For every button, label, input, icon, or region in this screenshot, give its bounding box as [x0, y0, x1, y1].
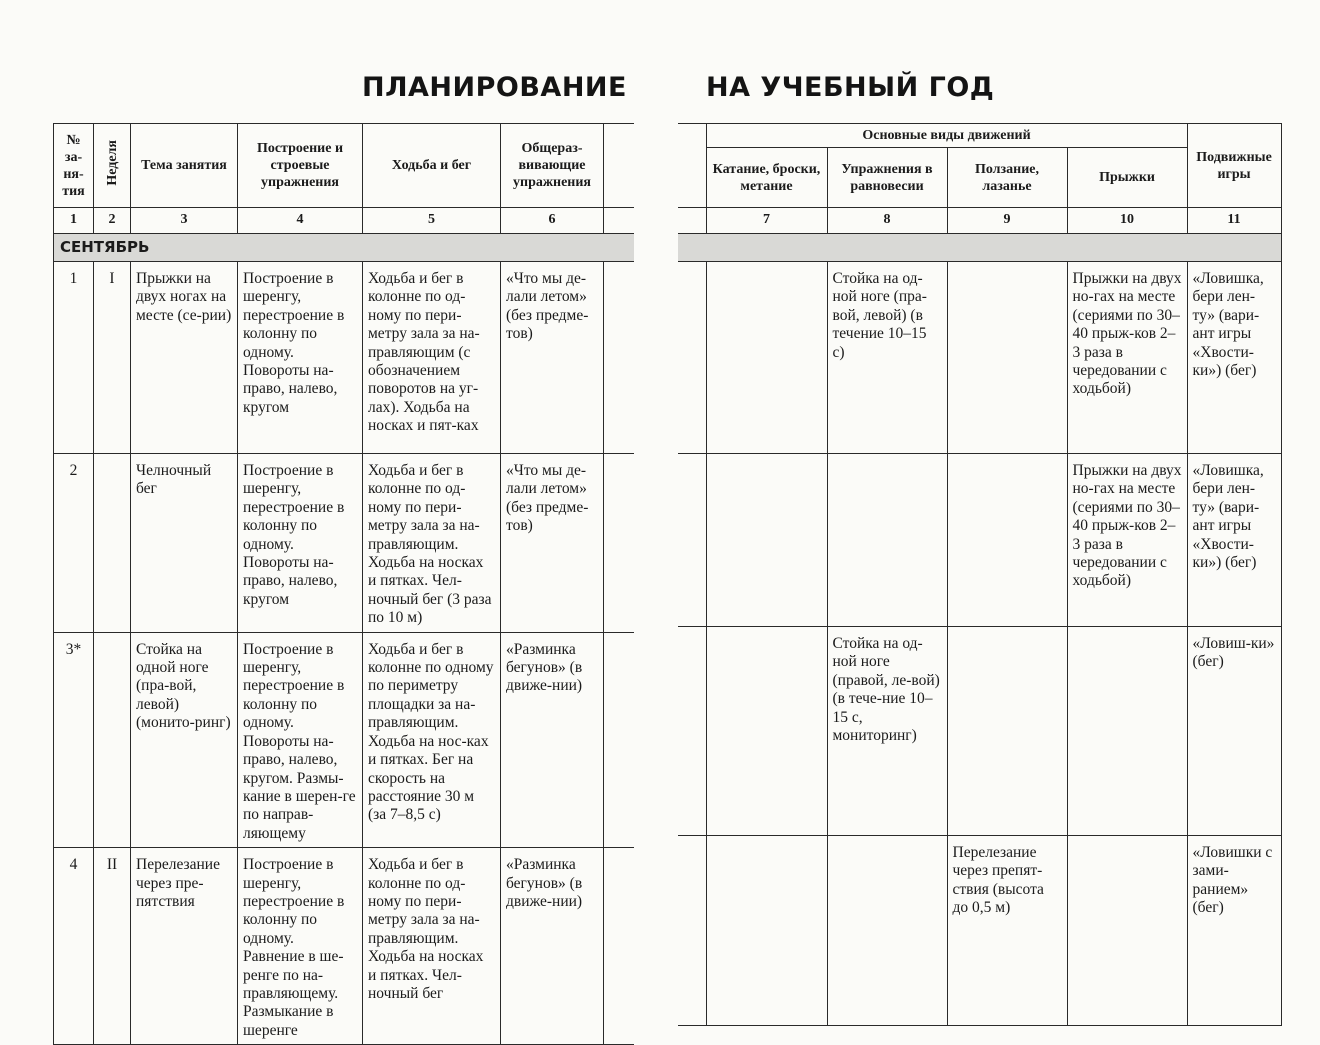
column-number: 6 — [501, 208, 604, 234]
column-number: 8 — [827, 208, 947, 234]
rolling-cell — [706, 262, 827, 454]
crawling-cell — [947, 627, 1067, 836]
column-number: 2 — [94, 208, 131, 234]
spacer-cell — [604, 848, 634, 1045]
header-games: Подвижные игры — [1187, 124, 1281, 208]
header-spacer — [678, 124, 706, 208]
header-general: Общераз-вивающие упражнения — [501, 124, 604, 208]
formation-cell: Построение в шеренгу, перестроение в колонну по одному. Равнение в ше-ренге по на-правляющему. Размыкание в шеренге — [238, 848, 363, 1045]
spacer-cell — [678, 627, 706, 836]
header-main-movements: Основные виды движений — [706, 124, 1187, 148]
month-row — [54, 234, 634, 262]
table-row — [54, 262, 634, 454]
column-spacer — [604, 208, 634, 234]
header-crawling: Ползание, лазанье — [947, 148, 1067, 208]
games-cell: «Ловишка, бери лен-ту» (вари-ант игры «Хвости-ки») (бег) — [1187, 454, 1281, 627]
column-number: 9 — [947, 208, 1067, 234]
table-row — [54, 848, 634, 1045]
rolling-cell — [706, 627, 827, 836]
lesson-topic: Стойка на одной ноге (пра-вой, левой) (монито-ринг) — [131, 632, 238, 847]
header-balance: Упражнения в равновесии — [827, 148, 947, 208]
table-row — [678, 262, 1281, 454]
column-number-row — [54, 208, 634, 234]
month-label: СЕНТЯБРЬ — [54, 234, 634, 262]
column-number: 1 — [54, 208, 94, 234]
table-row — [54, 454, 634, 633]
table-row — [54, 632, 634, 847]
spacer-cell — [678, 454, 706, 627]
header-week — [94, 124, 131, 208]
column-spacer — [678, 208, 706, 234]
rolling-cell — [706, 454, 827, 627]
balance-cell: Стойка на од-ной ноге (правой, ле-вой) (в тече-ние 10–15 с, мониторинг) — [827, 627, 947, 836]
month-band — [678, 234, 1281, 262]
column-number: 7 — [706, 208, 827, 234]
table-row — [678, 454, 1281, 627]
header-group-row — [678, 124, 1281, 148]
header-jumping: Прыжки — [1067, 148, 1187, 208]
games-cell: «Ловиш-ки» (бег) — [1187, 627, 1281, 836]
walking-cell: Ходьба и бег в колонне по од-ному по пери-метру зала за на-правляющим (с обозначением поворотов на уг-лах). Ходьба на носках и пят-ках — [363, 262, 501, 454]
crawling-cell — [947, 454, 1067, 627]
spacer-cell — [604, 262, 634, 454]
header-row — [54, 124, 634, 208]
lesson-topic: Прыжки на двух ногах на месте (се-рии) — [131, 262, 238, 454]
column-number: 11 — [1187, 208, 1281, 234]
general-cell: «Разминка бегунов» (в движе-нии) — [501, 632, 604, 847]
week-number: I — [94, 262, 131, 454]
month-row-continued — [678, 234, 1281, 262]
walking-cell: Ходьба и бег в колонне по од-ному по пери-метру зала за на-правляющим. Ходьба на носках и пятках. Чел-ночный бег (3 раза по 10 м) — [363, 454, 501, 633]
walking-cell: Ходьба и бег в колонне по од-ному по пери-метру зала за на-правляющим. Ходьба на носках и пятках. Чел-ночный бег — [363, 848, 501, 1045]
jumping-cell: Прыжки на двух но-гах на месте (сериями по 30–40 прыж-ков 2–3 раза в чередовании с ходьбой) — [1067, 454, 1187, 627]
column-number: 10 — [1067, 208, 1187, 234]
crawling-cell — [947, 262, 1067, 454]
plan-table-left — [53, 123, 634, 1045]
lesson-number: 2 — [54, 454, 94, 633]
balance-cell — [827, 836, 947, 1026]
formation-cell: Построение в шеренгу, перестроение в колонну по одному. Повороты на-право, налево, кругом — [238, 454, 363, 633]
lesson-number: 1 — [54, 262, 94, 454]
crawling-cell: Перелезание через препят-ствия (высота до 0,5 м) — [947, 836, 1067, 1026]
spacer-cell — [678, 836, 706, 1026]
spacer-cell — [604, 632, 634, 847]
header-topic: Тема занятия — [131, 124, 238, 208]
header-week-label: Неделя — [104, 140, 120, 186]
jumping-cell — [1067, 836, 1187, 1026]
header-formation: Построение и строевые упражнения — [238, 124, 363, 208]
plan-table-right — [678, 123, 1282, 1026]
page-title-right: НА УЧЕБНЫЙ ГОД — [706, 72, 995, 103]
games-cell: «Ловишки с зами-ранием» (бег) — [1187, 836, 1281, 1026]
week-number: II — [94, 848, 131, 1045]
lesson-topic: Челночный бег — [131, 454, 238, 633]
week-number — [94, 632, 131, 847]
spacer-cell — [678, 262, 706, 454]
formation-cell: Построение в шеренгу, перестроение в колонну по одному. Повороты на-право, налево, кругом — [238, 262, 363, 454]
column-number-row — [678, 208, 1281, 234]
column-number: 3 — [131, 208, 238, 234]
week-number — [94, 454, 131, 633]
table-row — [678, 627, 1281, 836]
jumping-cell — [1067, 627, 1187, 836]
column-number: 5 — [363, 208, 501, 234]
balance-cell — [827, 454, 947, 627]
lesson-number: 4 — [54, 848, 94, 1045]
table-row — [678, 836, 1281, 1026]
formation-cell: Построение в шеренгу, перестроение в колонну по одному. Повороты на-право, налево, кругом. Размы-кание в шерен-ге по направ-ляющему — [238, 632, 363, 847]
walking-cell: Ходьба и бег в колонне по одному по периметру площадки за на-правляющим. Ходьба на нос-ках и пятках. Бег на скорость на расстояние 30 м (за 7–8,5 с) — [363, 632, 501, 847]
header-num: № за-ня-тия — [54, 124, 94, 208]
balance-cell: Стойка на од-ной ноге (пра-вой, левой) (в течение 10–15 с) — [827, 262, 947, 454]
general-cell: «Что мы де-лали летом» (без предме-тов) — [501, 262, 604, 454]
header-walking: Ходьба и бег — [363, 124, 501, 208]
lesson-number: 3* — [54, 632, 94, 847]
rolling-cell — [706, 836, 827, 1026]
jumping-cell: Прыжки на двух но-гах на месте (сериями по 30–40 прыж-ков 2–3 раза в чередовании с ходьбой) — [1067, 262, 1187, 454]
general-cell: «Что мы де-лали летом» (без предме-тов) — [501, 454, 604, 633]
header-rolling: Катание, броски, метание — [706, 148, 827, 208]
column-number: 4 — [238, 208, 363, 234]
header-spacer — [604, 124, 634, 208]
lesson-topic: Перелезание через пре-пятствия — [131, 848, 238, 1045]
page-title-left: ПЛАНИРОВАНИЕ — [362, 72, 627, 103]
spacer-cell — [604, 454, 634, 633]
games-cell: «Ловишка, бери лен-ту» (вари-ант игры «Хвости-ки») (бег) — [1187, 262, 1281, 454]
general-cell: «Разминка бегунов» (в движе-нии) — [501, 848, 604, 1045]
